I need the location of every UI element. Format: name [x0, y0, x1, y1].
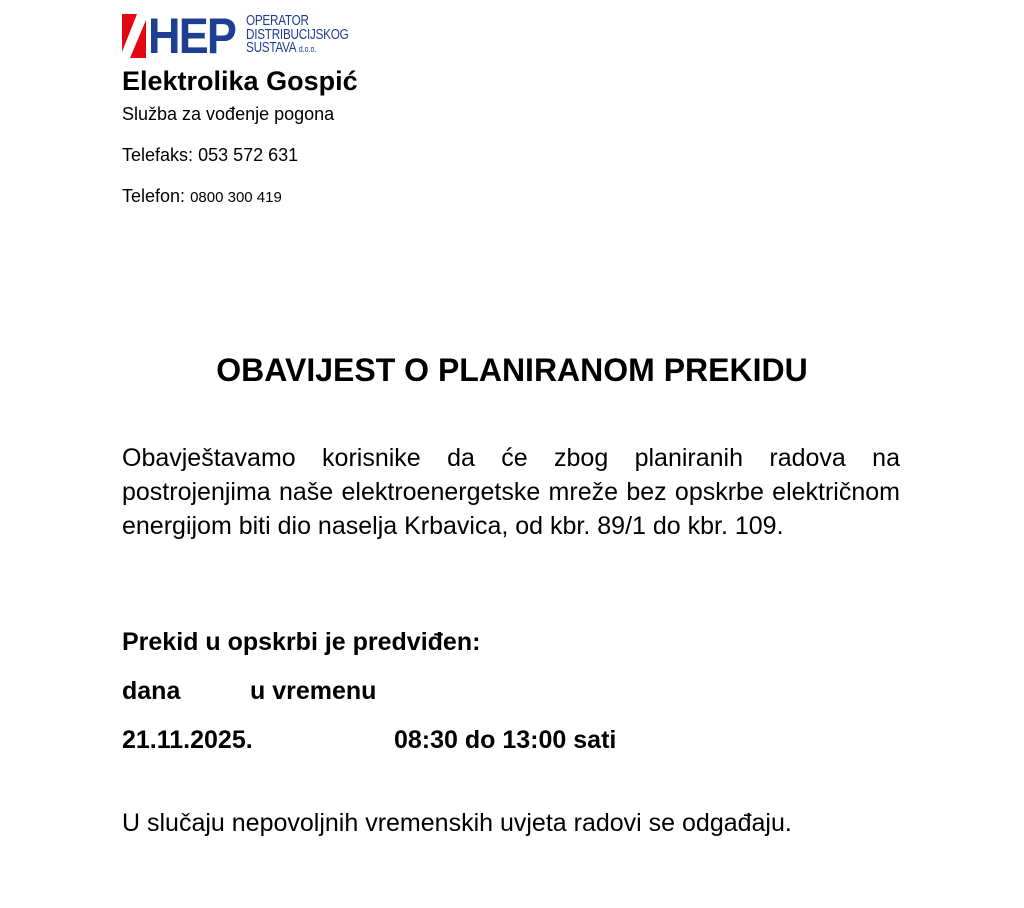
- logo-wordmark: HEP: [148, 8, 236, 64]
- unit-name: Elektrolika Gospić: [122, 66, 358, 96]
- notice-title: [0, 350, 1024, 390]
- logo-subtitle-line: OPERATOR: [246, 12, 309, 29]
- logo-subtitle-text: SUSTAVA: [246, 39, 296, 56]
- logo-subtitle-line: DISTRIBUCIJSKOG: [246, 25, 349, 43]
- phone-line: [122, 185, 282, 209]
- schedule-values-row: [122, 723, 902, 757]
- hep-logo: [122, 8, 245, 64]
- weather-note: U slučaju nepovoljnih vremenskih uvjeta radovi se odgađaju.: [122, 809, 792, 837]
- phone-label: Telefon:: [122, 186, 186, 206]
- notice-body: Obavještavamo korisnike da će zbog planiranih radova na postrojenjima naše elektroenergetske mreže bez opskrbe električnom energijom biti dio naselja Krbavica, od kbr. 89/1 do kbr. 109.: [122, 444, 900, 540]
- fax-number: 053 572 631: [198, 145, 299, 165]
- logo-subtitle-suffix: d.o.o.: [298, 44, 317, 54]
- schedule-labels-row: [122, 674, 902, 708]
- date-column-label: dana: [122, 677, 181, 705]
- notice-title-text: OBAVIJEST O PLANIRANOM PREKIDU: [216, 352, 808, 388]
- schedule-heading: Prekid u opskrbi je predviđen:: [122, 628, 481, 656]
- time-column-label: u vremenu: [250, 677, 377, 705]
- logo-subtitle-line: [246, 41, 347, 57]
- outage-time: 08:30 do 13:00 sati: [394, 726, 617, 754]
- logo-subtitle: [246, 14, 347, 57]
- lightning-bolt-icon: [122, 14, 146, 58]
- service-name: Služba za vođenje pogona: [122, 104, 335, 124]
- fax-line: [122, 144, 298, 166]
- fax-label: Telefaks:: [122, 145, 194, 165]
- phone-number: 0800 300 419: [190, 189, 282, 206]
- outage-date: 21.11.2025.: [122, 726, 253, 754]
